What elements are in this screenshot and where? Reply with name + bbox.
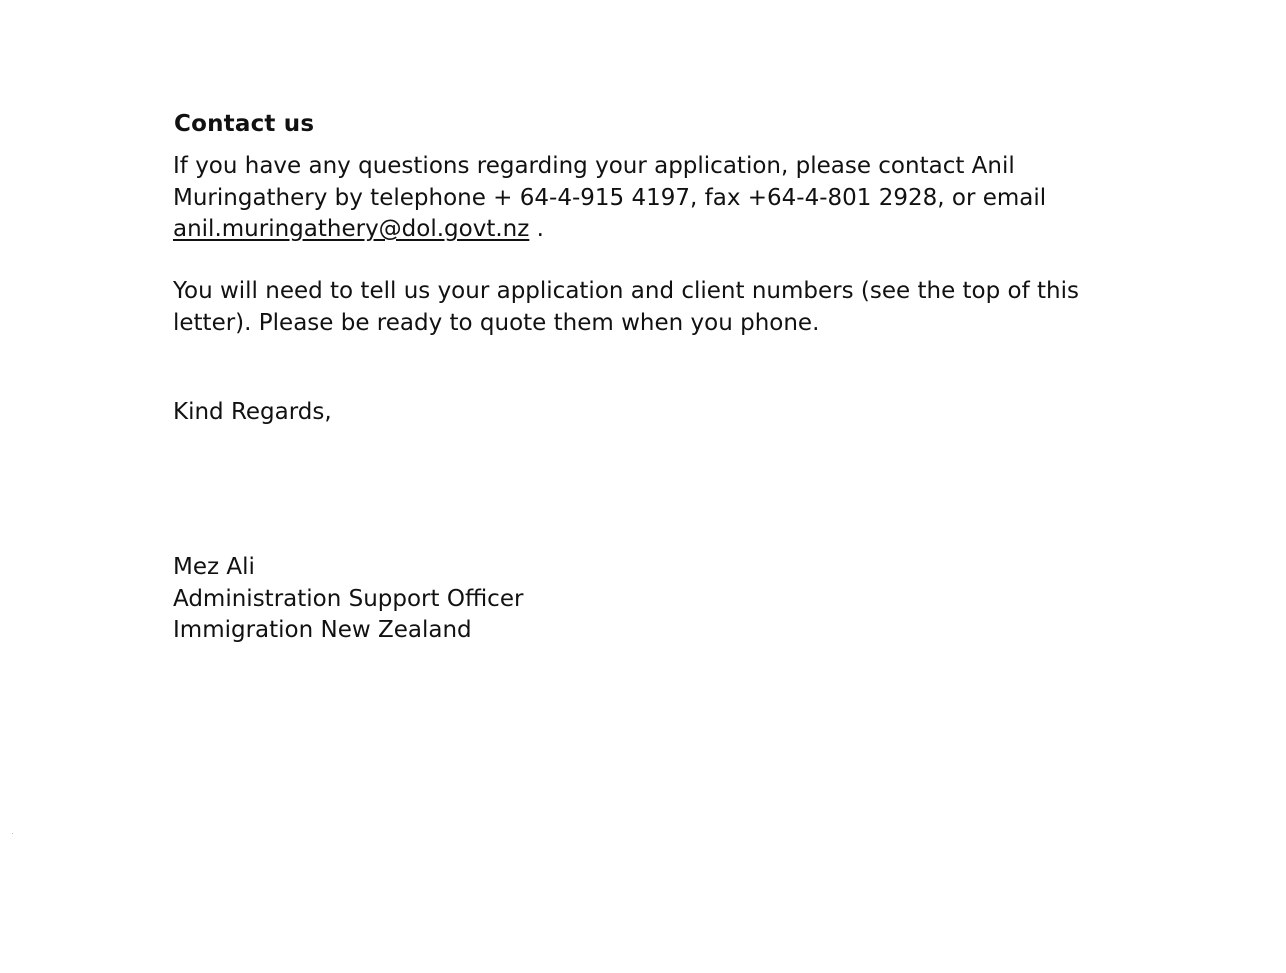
paragraph-1-line-2: Muringathery by telephone + 64-4-915 4197, fax +64-4-801 2928, or email bbox=[173, 185, 1047, 211]
contact-us-heading: Contact us bbox=[174, 111, 315, 137]
paragraph-2-line-2: letter). Please be ready to quote them when you phone. bbox=[173, 310, 820, 336]
signature-title: Administration Support Officer bbox=[173, 586, 524, 612]
paragraph-1-line-1: If you have any questions regarding your application, please contact Anil bbox=[173, 153, 1015, 179]
paragraph-2-line-1: You will need to tell us your application and client numbers (see the top of this bbox=[173, 278, 1079, 304]
email-trailing-period: . bbox=[529, 216, 544, 242]
scan-speck bbox=[12, 833, 13, 834]
signature-organization: Immigration New Zealand bbox=[173, 617, 472, 643]
signature-name: Mez Ali bbox=[173, 554, 255, 580]
email-link[interactable]: anil.muringathery@dol.govt.nz bbox=[173, 216, 530, 242]
closing-text: Kind Regards, bbox=[173, 399, 332, 425]
paragraph-1-line-3 bbox=[173, 215, 544, 243]
